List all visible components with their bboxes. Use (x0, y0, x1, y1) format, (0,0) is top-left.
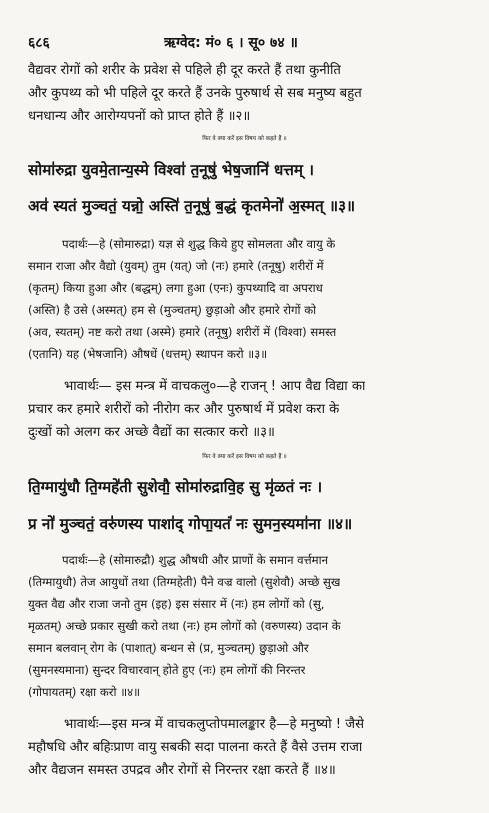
padartha-line: (अव, स्यतम्) नष्ट करो तथा (अस्मे) हमारे (तनूषु) शरीरों में (विश्वा) समस्त (28, 325, 337, 339)
page-number: ६८६ (28, 35, 50, 51)
bhavartha-line: दुःखों को अलग कर अच्छे वैद्यों का सत्कार करो ॥३॥ (28, 425, 275, 440)
padartha-line: पदार्थः—हे (सोमारुद्रौ) शुद्ध औषधी और प्राणों के समान वर्त्तमान (62, 553, 329, 567)
bhavartha-line: महौषधि और बहिःप्राण वायु सबकी सदा पालना करते हैं वैसे उत्तम राजा (28, 740, 363, 755)
mantra-line: अव॑ स्यतं मु॒ञ्चतं॒ यन्नो॒ अस्ति॑ त॒नूषु॑ ब॒द्धं कृ॒तमेनो॑ अ॒स्मत् ॥३॥ (28, 197, 356, 215)
padartha-line: (गोपायतम्) रक्षा करो ॥४॥ (28, 685, 141, 699)
padartha-line: (सुमनस्यमाना) सुन्दर विचारवान् होते हुए (नः) हम लोगों की निरन्तर (28, 663, 306, 677)
text-line: और कुपथ्य को भी पहिले दूर करते हैं उनके पुरुषार्थ से सब मनुष्य बहुत (28, 86, 362, 101)
text-line: वैद्यवर रोगों को शरीर के प्रवेश से पहिले ही दूर करते हैं तथा कुनीति (28, 63, 341, 78)
padartha-line: (कृतम्) किया हुआ और (बद्धम्) लगा हुआ (एनः) कुपथ्यादि वा अपराध (28, 281, 323, 295)
padartha-line: समान बलवान् रोग के (पाशात्) बन्धन से (प्र, मुञ्चतम्) छुड़ाओ और (28, 641, 309, 655)
section-heading: फिर वे क्या करें इस विषय को कहते हैं ॥ (202, 136, 287, 142)
running-header: ऋग्वेद: मं० ६ । सू० ७४ ॥ (164, 35, 298, 51)
padartha-line: (तिग्मायुधौ) तेज आयुधों तथा (तिग्महेती) पैने वज्र वालो (सुशेवौ) अच्छे सुख (28, 575, 341, 589)
padartha-line: मृळतम्) अच्छे प्रकार सुखी करो तथा (नः) हम लोगों को (वरुणस्य) उदान के (28, 619, 341, 633)
padartha-line: समान राजा और वैद्यो (युवम्) तुम (यत्) जो (नः) हमारे (तनूषु) शरीरों में (28, 259, 324, 273)
padartha-line: (अस्ति) है उसे (अस्मत्) हम से (मुञ्चतम्) छुड़ाओ और हमारे रोगों को (28, 303, 317, 317)
bhavartha-line: और वैद्यजन समस्त उपद्रव और रोगों से निरन्तर रक्षा करते हैं ॥४॥ (28, 763, 336, 778)
bhavartha-line: भावार्थः—इस मन्त्र में वाचकलुप्तोपमालङ्कार है—हे मनुष्यो ! जैसे (64, 717, 364, 732)
section-heading: फिर वे क्या करें इस विषय को कहते हैं ॥ (202, 454, 287, 460)
padartha-line: पदार्थः—हे (सोमारुद्रा) यज्ञ से शुद्ध किये हुए सोमलता और वायु के (62, 237, 336, 251)
text-line: धनधान्य और आरोग्यपनों को प्राप्त होते हैं ॥२॥ (28, 109, 251, 124)
bhavartha-line: भावार्थः— इस मन्त्र में वाचकलु०—हे राजन् ! आप वैद्य विद्या का (64, 379, 366, 394)
padartha-line: युक्त वैद्य और राजा जनो तुम (इह) इस संसार में (नः) हम लोगों को (सु, (28, 597, 325, 611)
padartha-line: (एतानि) यह (भेषजानि) औषधें (धत्तम्) स्थापन करो ॥३॥ (28, 347, 268, 361)
mantra-line: सोमा॑रुद्रा यु॒वमे॒तान्य॒स्मे विश्वा॑ त॒नूषु॑ भेष॒जानि॑ धत्तम् । (28, 161, 314, 179)
mantra-line: ति॒ग्मायु॑धौ ति॒ग्महे॑ती सु॒शेवौ॒ सोमा॑रुद्रावि॒ह सु मृ॑ळतं नः । (28, 478, 323, 496)
mantra-line: प्र नो॑ मुञ्चतं॒ वरु॑णस्य पाशा॑द् गोपा॒यतं॑ नः सुमन॒स्यमा॑ना ॥४॥ (28, 515, 353, 533)
bhavartha-line: प्रचार कर हमारे शरीरों को नीरोग कर और पुरुषार्थ में प्रवेश करा के (28, 402, 340, 417)
